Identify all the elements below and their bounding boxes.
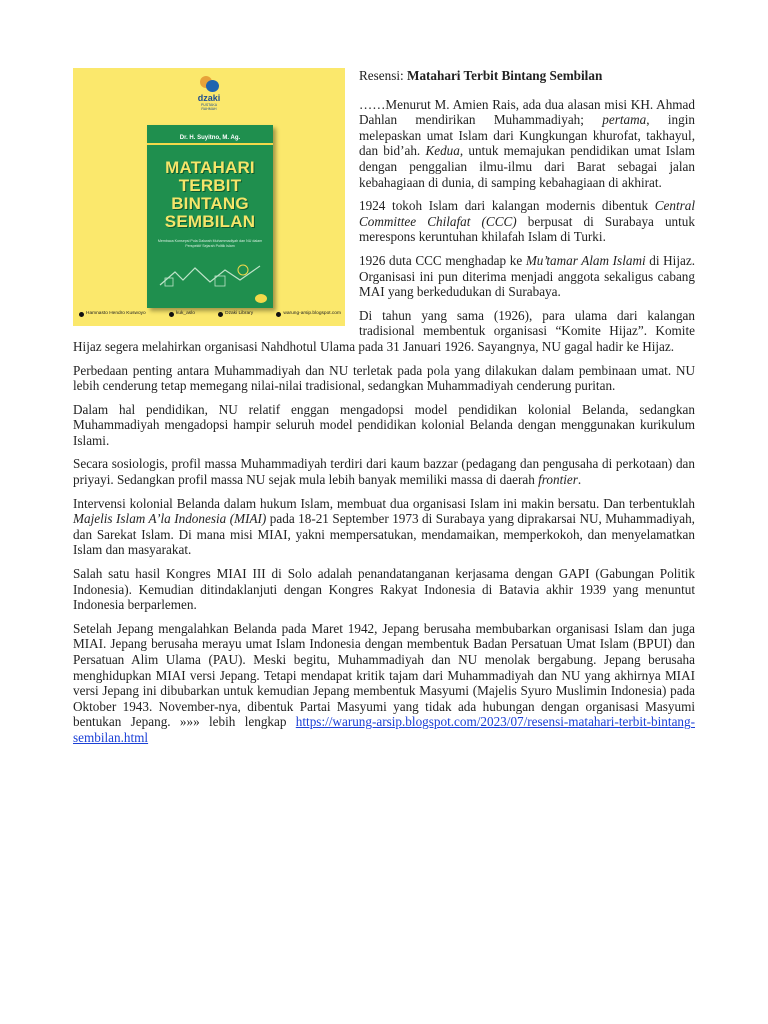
footer-item: warung-arsip.blogspot.com [276, 306, 341, 322]
document-page [73, 68, 695, 754]
paragraph: 1926 duta CCC menghadap ke Mu’tamar Alam Islami di Hijaz. Organisasi ini pun diterima menjadi anggota sekaligus cabang MAI yang berkedudukan di Surabaya. [359, 252, 695, 300]
cover-footer [79, 306, 341, 322]
paragraph: Secara sosiologis, profil massa Muhammadiyah terdiri dari kaum bazzar (pedagang dan pengusaha di perkotaan) dan priyayi. Sedangkan profil massa NU sejak mula lebih banyak memiliki massa di daerah frontier. [73, 456, 695, 488]
footer-item: Dzaki Library [218, 306, 253, 322]
paragraph: Intervensi kolonial Belanda dalam hukum Islam, membuat dua organisasi Islam ini makin bersatu. Dan terbentuklah Majelis Islam A’la Indonesia (MIAI) pada 18-21 September 1973 di Surabaya yang diprakarsai NU, Muhammadiyah, dan Sarekat Islam. Di mana misi MIAI, yakni mempersatukan, mendamaikan, memperkokoh, dan menyelamatkan Islam dan masyarakat. [73, 495, 695, 558]
footer-item: Hamnasto Hendro Kuswoyo [79, 306, 146, 322]
book [147, 125, 273, 308]
publisher-logo [193, 76, 225, 111]
book-title: MATAHARI TERBIT BINTANG SEMBILAN [164, 158, 256, 231]
book-cover-image [73, 68, 345, 326]
facebook-icon [79, 312, 84, 317]
paragraph: Perbedaan penting antara Muhammadiyah dan NU terletak pada pola yang dilakukan dalam pembinaan umat. NU lebih cenderung tetap memegang nilai-nilai tradisional, sedangkan Muhammadiyah cenderung puritan. [73, 362, 695, 394]
book-blurb: Membaca Konsepsi Pola Dakwah Muhammadiyah dan NU dalam Perspektif Sejarah Politik Islam [157, 239, 263, 248]
publisher-subname: PUSTAKA RAHMAH [200, 103, 218, 111]
paragraph: Di tahun yang sama (1926), para ulama dari kalangan tradisional membentuk organisasi “Komite Hijaz”. Komite Hijaz segera melahirkan organisasi Nahdhotul Ulama pada 31 Januari 1926. Sayangnya, NU gagal hadir ke Hijaz. [73, 307, 695, 354]
book-publisher-mark [255, 294, 267, 303]
article-link[interactable]: https://warung-arsip.blogspot.com/2023/07/resensi-matahari-terbit-bintang-sembilan.html [73, 714, 695, 745]
publisher-name: dzaki [197, 93, 221, 103]
instagram-icon [169, 312, 174, 317]
youtube-icon [218, 312, 223, 317]
paragraph: Salah satu hasil Kongres MIAI III di Solo adalah penandatanganan kerjasama dengan GAPI (Gabungan Politik Indonesia). Kemudian ditindaklanjuti dengan Kongres Rakyat Indonesia di Batavia akhir 1939 yang menuntut Indonesia berparlemen. [73, 566, 695, 613]
web-icon [276, 312, 281, 317]
article-heading: Resensi: Matahari Terbit Bintang Sembilan [359, 68, 603, 83]
paragraph: Setelah Jepang mengalahkan Belanda pada Maret 1942, Jepang berusaha membubarkan organisasi Islam dan juga MIAI. Jepang berusaha merayu umat Islam Indonesia dengan membentuk Badan Persatuan Umat Islam (BPUI) dan Persatuan Alim Ulama (PAU). Meski begitu, Muhammadiyah dan NU menolak bergabung. Jepang berusaha menghidupkan MIAI versi Jepang. Tetapi mendapat kritik tajam dari Muhammadiyah dan NU yang akhirnya MIAI versi Jepang ini dibubarkan untuk kemudian Jepang membentuk Masyumi (Majelis Syuro Muslimin Indonesia) pada Oktober 1943. November-nya, dibentuk Partai Masyumi yang tidak ada hubungan dengan organisasi Masyumi bentukan Jepang. »»» lebih lengkap https://warung-arsip.blogspot.com/2023/07/resensi-matahari-terbit-bintang-sembilan.html [73, 620, 695, 745]
book-illustration [155, 260, 265, 290]
paragraph: 1924 tokoh Islam dari kalangan modernis dibentuk Central Committee Chilafat (CCC) berpusat di Surabaya untuk merespons keruntuhan khilafah Islam di Turki. [359, 198, 695, 245]
book-author: Dr. H. Suyitno, M. Ag. [179, 135, 241, 141]
paragraph: ……Menurut M. Amien Rais, ada dua alasan misi KH. Ahmad Dahlan mendirikan Muhammadiyah; pertama, ingin melepaskan umat Islam dari Kungkungan khurofat, takhayul, dan bid’ah. Kedua, untuk memajukan pendidikan umat Islam dengan penggalian ilmu-ilmu dari Barat sebagai jalan kebahagiaan di dunia, di samping kebahagiaan di akhirat. [359, 96, 695, 190]
paragraph: Dalam hal pendidikan, NU relatif enggan mengadopsi model pendidikan kolonial Belanda, sedangkan Muhammadiyah mengadopsi hampir seluruh model pendidikan kolonial Belanda dengan menggunakan kurikulum Islami. [73, 401, 695, 448]
footer-item: kuk_aslo [169, 306, 195, 322]
